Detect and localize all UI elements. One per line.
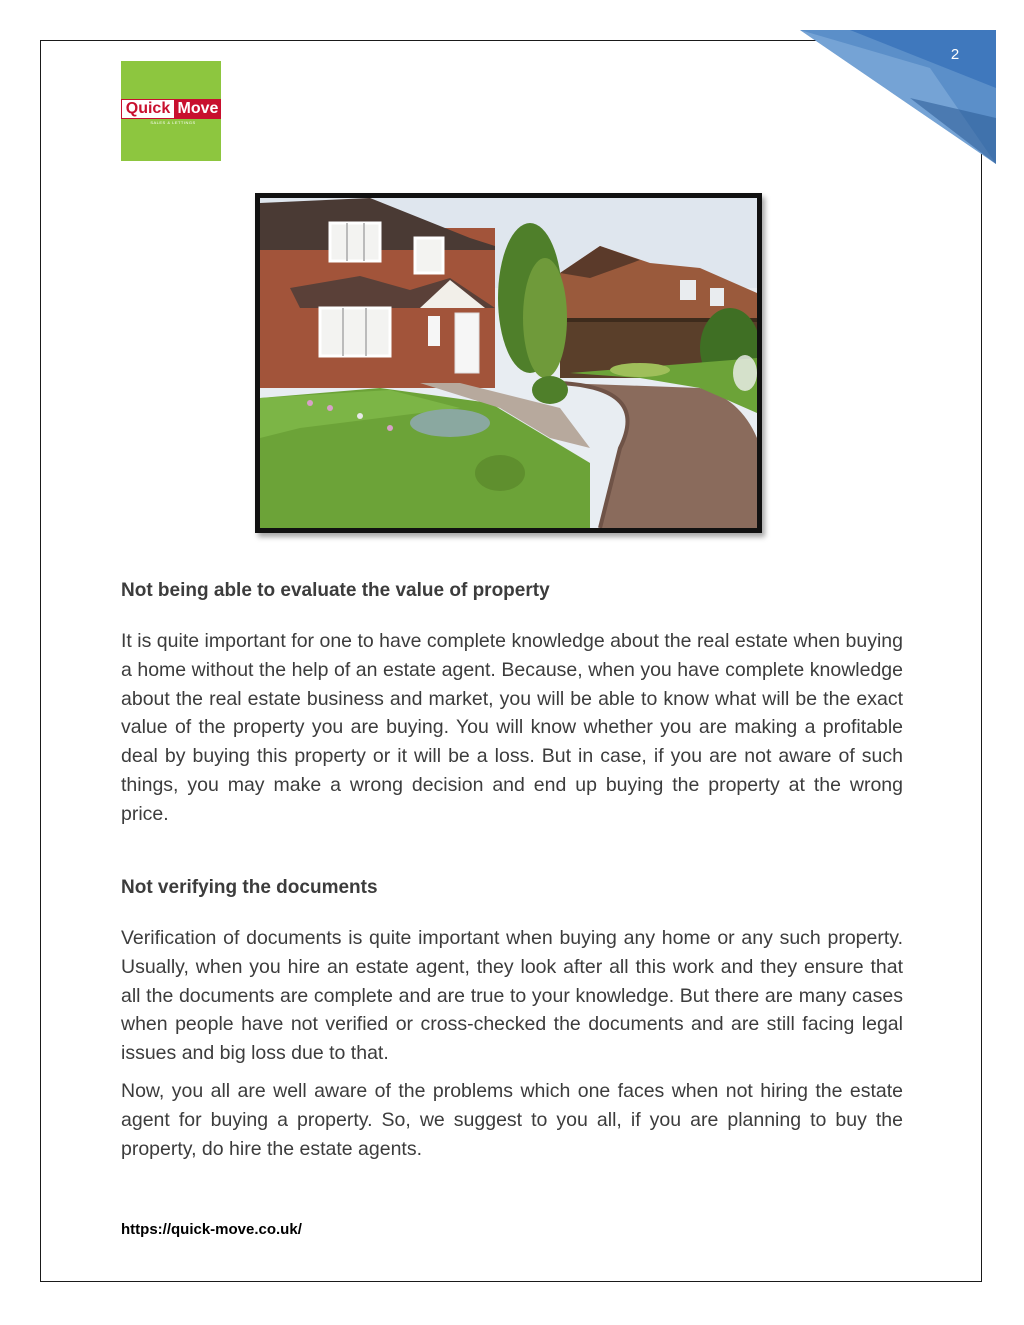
section-heading-documents: Not verifying the documents (121, 877, 378, 898)
section-paragraph: Now, you all are well aware of the problems which one faces when not hiring the estate agent for buying a property. So, we suggest to you all, if you are planning to buy the property, do hire the estate agents. (121, 1080, 903, 1160)
footer-website-link[interactable]: https://quick-move.co.uk/ (121, 1221, 302, 1238)
company-logo (121, 61, 221, 161)
logo-word-quick: Quick (121, 99, 175, 119)
section-paragraph: Verification of documents is quite important when buying any home or any such property. Usually, when you hire an estate agent, they look after all this work and they ensure that all the documents are complete and are true to your knowledge. But there are many cases when people have not verified or cross-checked the documents and are still facing legal issues and big loss due to that. (121, 927, 903, 1065)
section-heading-property-value: Not being able to evaluate the value of property (121, 580, 550, 601)
logo-word-move: Move (175, 99, 221, 119)
house-photo (255, 193, 762, 533)
page-number: 2 (950, 46, 960, 63)
house-photo-illustration (260, 198, 757, 528)
section-paragraph: It is quite important for one to have complete knowledge about the real estate when buying a home without the help of an estate agent. Because, when you have complete knowledge about the real estate business and market, you will be able to know what will be the exact value of the property you are buying. You will know whether you are making a profitable deal by buying this property or it will be a loss. But in case, if you are not aware of such things, you may make a wrong decision and end up buying the property at the wrong price. (121, 630, 903, 825)
logo-tagline: SALES & LETTINGS (150, 120, 196, 125)
